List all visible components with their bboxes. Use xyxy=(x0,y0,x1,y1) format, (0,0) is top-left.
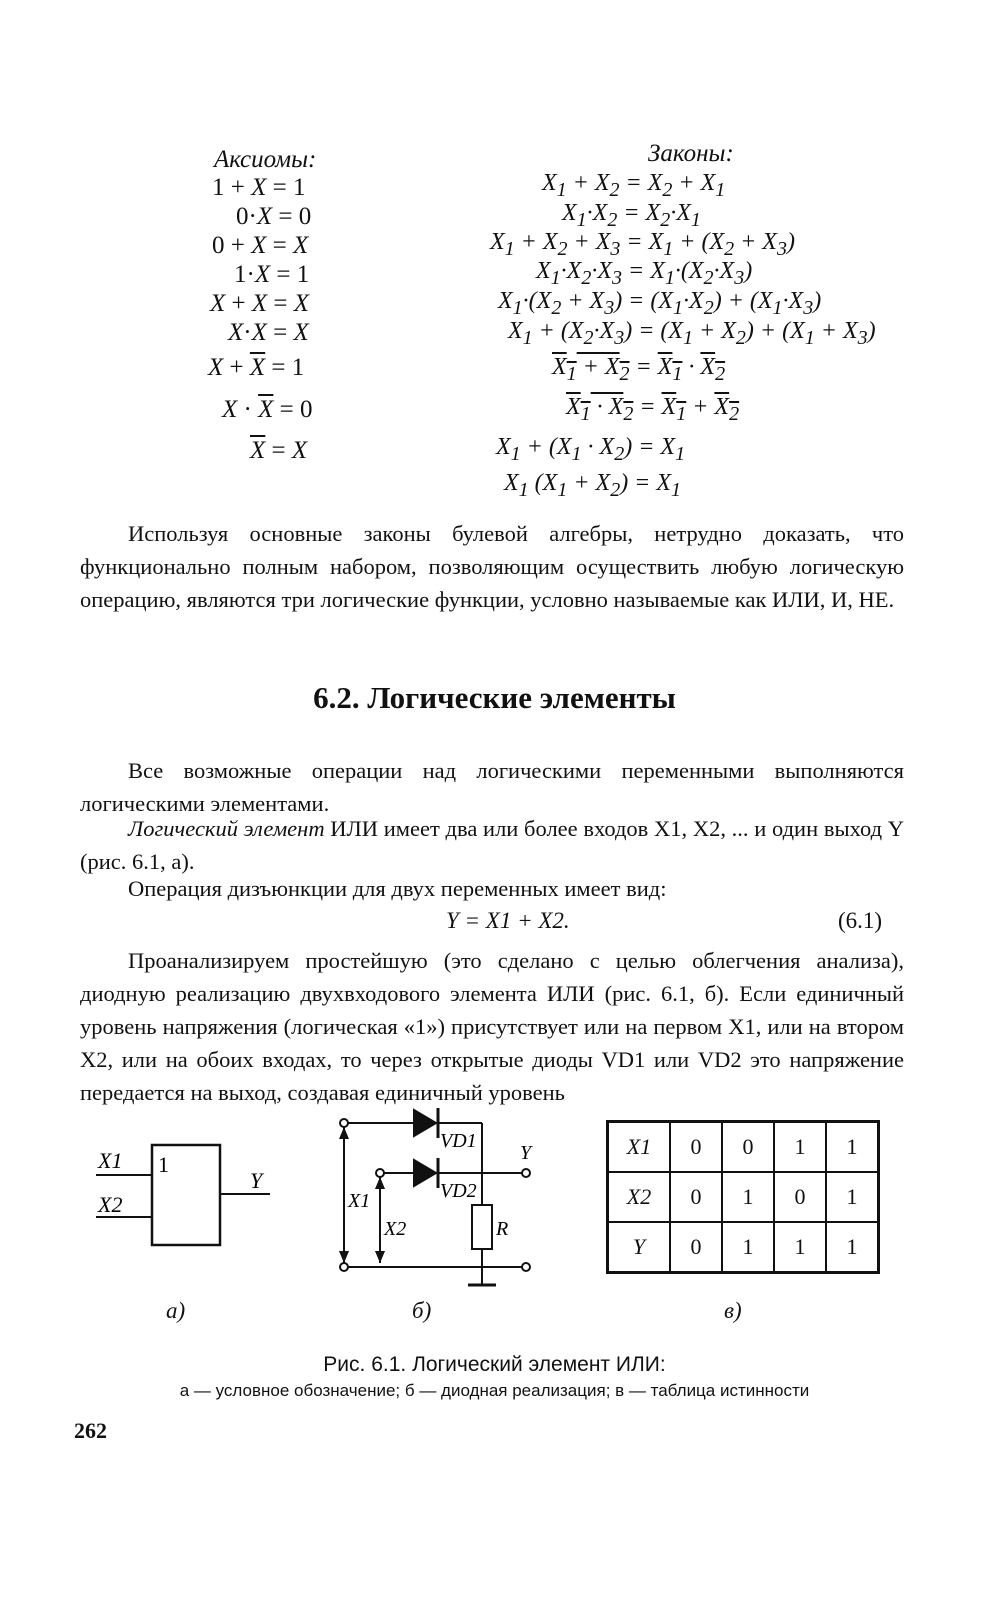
figure-caption-subtitle: а — условное обозначение; б — диодная реализация; в — таблица истинности xyxy=(179,1381,810,1400)
law-9: $X_1 + (X_1 \cdot X_2) = X_1$ xyxy=(496,434,686,465)
truth-cell: 0 xyxy=(670,1122,722,1173)
circuit-output-label: Y xyxy=(520,1142,532,1164)
axiom-8: $X \cdot \overline{X} = 0$ xyxy=(222,396,313,423)
law-3: $X_1 + X_2 + X_3 = X_1 + (X_2 + X_3)$ xyxy=(490,229,795,260)
figure-caption-title: Рис. 6.1. Логический элемент ИЛИ: xyxy=(323,1353,666,1376)
table-row xyxy=(608,1172,879,1222)
diode-1-label: VD1 xyxy=(440,1130,477,1152)
law-1: $X_1 + X_2 = X_2 + X_1$ xyxy=(542,170,726,201)
law-5: $X_1\cdot(X_2 + X_3) = (X_1\cdot X_2) + (X_1\cdot X_3)$ xyxy=(498,288,822,319)
law-6: $X_1 + (X_2\cdot X_3) = (X_1 + X_2) + (X_1 + X_3)$ xyxy=(508,318,876,349)
circuit-input-1-label: X1 xyxy=(348,1190,371,1212)
paragraph-disjunction-text: Операция дизъюнкции для двух переменных имеет вид: xyxy=(128,876,667,901)
truth-cell: 1 xyxy=(826,1122,879,1173)
paragraph-or-element xyxy=(80,812,904,878)
table-row xyxy=(608,1222,879,1273)
paragraph-or-element-text: ИЛИ имеет два или более входов X1, X2, ... и один выход Y (рис. 6.1, а). xyxy=(80,816,904,874)
truth-cell: 1 xyxy=(722,1172,774,1222)
law-2: $X_1\cdot X_2 = X_2\cdot X_1$ xyxy=(562,200,701,231)
axioms-heading: Аксиомы: xyxy=(214,146,317,173)
law-7: $X_1 + X_2 = X_1 \cdot X_2$ xyxy=(552,354,726,385)
truth-cell: 1 xyxy=(774,1222,826,1273)
circuit-input-2-label: X2 xyxy=(384,1218,407,1240)
law-4: $X_1\cdot X_2\cdot X_3 = X_1\cdot(X_2\cdot X_3)$ xyxy=(536,258,753,289)
truth-row-label: X2 xyxy=(608,1172,671,1222)
axiom-4: 1·X = 1 xyxy=(234,261,310,288)
paragraph-analysis xyxy=(80,944,904,1109)
gate-label: 1 xyxy=(158,1152,169,1177)
axiom-3: 0 + X = X xyxy=(212,232,309,259)
axiom-7: $X + \overline{X} = 1$ xyxy=(208,354,305,381)
symbol-input-2-label: X2 xyxy=(98,1192,123,1217)
truth-cell: 1 xyxy=(826,1172,879,1222)
diode-2-label: VD2 xyxy=(440,1180,477,1202)
table-row xyxy=(608,1122,879,1173)
paragraph-intro xyxy=(80,517,904,616)
section-title: 6.2. Логические элементы xyxy=(313,680,676,715)
truth-cell: 1 xyxy=(722,1222,774,1273)
symbol-output-label: Y xyxy=(250,1168,263,1193)
paragraph-analysis-text: Проанализируем простейшую (это сделано с целью облегчения анализа), диодную реализацию двухвходового элемента ИЛИ (рис. 6.1, б). Если единичный уровень напряжения (логическая «1») присутствует или на первом X1, или на втором X2, или на обоих входах, то через открытые диоды VD1 или VD2 это напряжение передается на выход, создавая единичный уровень xyxy=(80,948,904,1105)
or-gate-symbol xyxy=(90,1130,280,1260)
law-8: $X_1 \cdot X_2 = X_1 + X_2$ xyxy=(566,394,740,425)
truth-cell: 0 xyxy=(670,1222,722,1273)
truth-cell: 0 xyxy=(670,1172,722,1222)
axiom-2: 0·X = 0 xyxy=(236,203,312,230)
axiom-1: 1 + X = 1 xyxy=(212,174,306,201)
truth-row-label: Y xyxy=(608,1222,671,1273)
symbol-input-1-label: X1 xyxy=(98,1148,123,1173)
truth-cell: 1 xyxy=(826,1222,879,1273)
truth-table xyxy=(606,1120,880,1274)
equation-number: (6.1) xyxy=(838,908,883,933)
page-number: 262 xyxy=(74,1418,107,1443)
truth-cell: 1 xyxy=(774,1122,826,1173)
axiom-9: $\overline{X} = X$ xyxy=(250,437,308,464)
law-10: $X_1$ $(X_1 + X_2) = X_1$ xyxy=(504,470,682,501)
sublabel-a: а) xyxy=(166,1298,186,1323)
paragraph-operations xyxy=(80,754,904,820)
paragraph-operations-text: Все возможные операции над логическими переменными выполняются логическими элементами. xyxy=(80,758,904,816)
truth-row-label: X1 xyxy=(608,1122,671,1173)
truth-cell: 0 xyxy=(774,1172,826,1222)
resistor-label: R xyxy=(496,1218,509,1240)
truth-cell: 0 xyxy=(722,1122,774,1173)
paragraph-intro-text: Используя основные законы булевой алгебры, нетрудно доказать, что функционально полным набором, позволяющим осуществить любую логическую операцию, являются три логические функции, условно называемые как ИЛИ, И, НЕ. xyxy=(80,521,904,612)
paragraph-disjunction xyxy=(80,872,904,905)
laws-heading: Законы: xyxy=(648,140,734,167)
sublabel-c: в) xyxy=(724,1298,742,1323)
term-logic-element: Логический элемент xyxy=(128,816,325,841)
sublabel-b: б) xyxy=(412,1298,432,1323)
axiom-6: X·X = X xyxy=(228,319,309,346)
diode-circuit xyxy=(320,1095,550,1300)
equation: Y = X1 + X2. xyxy=(446,908,570,933)
axiom-5: X + X = X xyxy=(210,290,310,317)
